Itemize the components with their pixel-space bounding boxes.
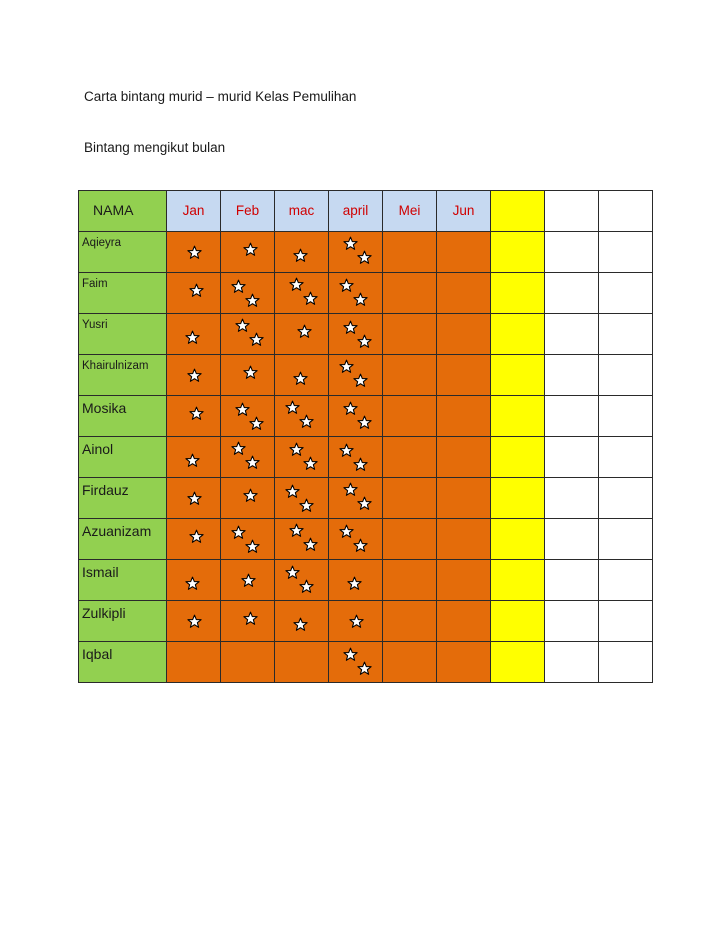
student-name: Khairulnizam xyxy=(82,360,149,372)
star-icon xyxy=(353,373,368,388)
star-icon xyxy=(189,283,204,298)
star-cell-april xyxy=(329,314,383,355)
star-cell-jan xyxy=(167,355,221,396)
extra-column-white xyxy=(545,191,599,232)
star-icon xyxy=(189,406,204,421)
star-icon xyxy=(299,498,314,513)
star-chart-table xyxy=(78,190,653,683)
star-cell-jun xyxy=(437,396,491,437)
star-icon xyxy=(187,491,202,506)
star-icon xyxy=(343,320,358,335)
student-name-cell xyxy=(79,642,167,683)
star-icon xyxy=(299,414,314,429)
star-cell-mei xyxy=(383,478,437,519)
star-cell-mac xyxy=(275,478,329,519)
star-cell-april xyxy=(329,396,383,437)
student-row xyxy=(79,642,653,683)
star-cell-feb xyxy=(221,396,275,437)
star-icon xyxy=(357,415,372,430)
extra-column-white xyxy=(599,191,653,232)
extra-cell-yellow xyxy=(491,601,545,642)
star-icon xyxy=(357,334,372,349)
star-cell-jun xyxy=(437,478,491,519)
student-name-cell xyxy=(79,396,167,437)
star-cell-jan xyxy=(167,314,221,355)
month-label: Jan xyxy=(182,203,205,218)
star-cell-jan xyxy=(167,642,221,683)
star-icon xyxy=(185,330,200,345)
star-cell-april xyxy=(329,273,383,314)
student-name: Firdauz xyxy=(82,482,129,498)
star-cell-mei xyxy=(383,437,437,478)
month-header-feb xyxy=(221,191,275,232)
star-cell-feb xyxy=(221,478,275,519)
extra-cell-yellow xyxy=(491,232,545,273)
star-cell-feb xyxy=(221,273,275,314)
star-icon xyxy=(343,236,358,251)
star-icon xyxy=(231,441,246,456)
star-icon xyxy=(285,565,300,580)
extra-cell-white xyxy=(545,601,599,642)
extra-cell-white xyxy=(599,519,653,560)
star-cell-feb xyxy=(221,519,275,560)
star-cell-mac xyxy=(275,232,329,273)
extra-cell-white xyxy=(545,273,599,314)
student-name: Faim xyxy=(82,278,108,290)
star-cell-mac xyxy=(275,273,329,314)
star-cell-april xyxy=(329,355,383,396)
star-cell-jun xyxy=(437,273,491,314)
star-icon xyxy=(245,539,260,554)
star-icon xyxy=(353,292,368,307)
extra-cell-white xyxy=(599,232,653,273)
star-icon xyxy=(349,614,364,629)
extra-cell-yellow xyxy=(491,437,545,478)
star-cell-jan xyxy=(167,601,221,642)
star-icon xyxy=(243,611,258,626)
month-header-april xyxy=(329,191,383,232)
star-cell-mei xyxy=(383,396,437,437)
student-name-cell xyxy=(79,478,167,519)
extra-cell-white xyxy=(545,232,599,273)
month-label: april xyxy=(342,203,369,218)
star-icon xyxy=(353,538,368,553)
header-row xyxy=(79,191,653,232)
star-cell-feb xyxy=(221,232,275,273)
star-icon xyxy=(243,242,258,257)
student-name: Ismail xyxy=(82,564,119,580)
star-cell-jun xyxy=(437,560,491,601)
student-name-cell xyxy=(79,560,167,601)
star-cell-mac xyxy=(275,355,329,396)
student-row xyxy=(79,601,653,642)
star-cell-jan xyxy=(167,560,221,601)
extra-cell-white xyxy=(545,642,599,683)
student-name: Azuanizam xyxy=(82,523,152,539)
star-cell-mac xyxy=(275,601,329,642)
student-row xyxy=(79,273,653,314)
student-name-cell xyxy=(79,273,167,314)
extra-cell-white xyxy=(545,396,599,437)
extra-cell-white xyxy=(599,478,653,519)
star-cell-mei xyxy=(383,273,437,314)
star-cell-feb xyxy=(221,560,275,601)
student-name: Mosika xyxy=(82,400,127,416)
star-icon xyxy=(303,456,318,471)
star-icon xyxy=(339,359,354,374)
star-icon xyxy=(289,523,304,538)
star-cell-jun xyxy=(437,642,491,683)
extra-cell-white xyxy=(545,314,599,355)
extra-cell-white xyxy=(545,437,599,478)
star-cell-mei xyxy=(383,560,437,601)
star-cell-feb xyxy=(221,314,275,355)
star-cell-mei xyxy=(383,519,437,560)
star-cell-jan xyxy=(167,396,221,437)
star-icon xyxy=(343,401,358,416)
extra-cell-white xyxy=(599,273,653,314)
month-label: Mei xyxy=(398,203,421,218)
student-name-cell xyxy=(79,314,167,355)
extra-cell-yellow xyxy=(491,642,545,683)
star-icon xyxy=(293,371,308,386)
star-icon xyxy=(357,496,372,511)
month-header-mac xyxy=(275,191,329,232)
star-cell-feb xyxy=(221,642,275,683)
extra-cell-yellow xyxy=(491,314,545,355)
star-icon xyxy=(241,573,256,588)
star-cell-jan xyxy=(167,273,221,314)
star-icon xyxy=(357,661,372,676)
student-name-cell xyxy=(79,601,167,642)
star-icon xyxy=(187,245,202,260)
star-icon xyxy=(285,484,300,499)
extra-cell-white xyxy=(599,601,653,642)
student-name-cell xyxy=(79,437,167,478)
student-row xyxy=(79,478,653,519)
star-cell-april xyxy=(329,519,383,560)
extra-cell-white xyxy=(545,478,599,519)
month-header-mei xyxy=(383,191,437,232)
student-row xyxy=(79,519,653,560)
star-cell-mei xyxy=(383,232,437,273)
star-cell-april xyxy=(329,232,383,273)
star-cell-april xyxy=(329,560,383,601)
extra-cell-white xyxy=(545,519,599,560)
star-icon xyxy=(187,614,202,629)
star-cell-feb xyxy=(221,601,275,642)
star-icon xyxy=(303,291,318,306)
star-icon xyxy=(297,324,312,339)
extra-cell-white xyxy=(599,396,653,437)
star-icon xyxy=(347,576,362,591)
star-cell-feb xyxy=(221,437,275,478)
extra-cell-yellow xyxy=(491,273,545,314)
student-name: Ainol xyxy=(82,441,114,457)
star-icon xyxy=(289,277,304,292)
star-icon xyxy=(343,647,358,662)
star-cell-jan xyxy=(167,232,221,273)
student-name: Aqieyra xyxy=(82,237,121,249)
student-name: Yusri xyxy=(82,319,108,331)
star-cell-mac xyxy=(275,314,329,355)
star-cell-jun xyxy=(437,519,491,560)
month-label: mac xyxy=(288,203,315,218)
star-cell-april xyxy=(329,437,383,478)
star-icon xyxy=(353,457,368,472)
star-cell-mei xyxy=(383,601,437,642)
star-icon xyxy=(235,318,250,333)
star-icon xyxy=(299,579,314,594)
star-cell-mac xyxy=(275,519,329,560)
star-icon xyxy=(231,525,246,540)
name-header: NAMA xyxy=(93,202,134,218)
star-icon xyxy=(285,400,300,415)
star-icon xyxy=(187,368,202,383)
chart-subtitle: Bintang mengikut bulan xyxy=(84,140,226,155)
extra-cell-white xyxy=(545,560,599,601)
star-icon xyxy=(357,250,372,265)
star-icon xyxy=(185,453,200,468)
star-icon xyxy=(339,278,354,293)
chart-title: Carta bintang murid – murid Kelas Pemulihan xyxy=(84,89,357,104)
star-icon xyxy=(289,442,304,457)
star-cell-jun xyxy=(437,314,491,355)
star-icon xyxy=(303,537,318,552)
star-icon xyxy=(339,443,354,458)
star-cell-mac xyxy=(275,642,329,683)
star-icon xyxy=(189,529,204,544)
student-name-cell xyxy=(79,355,167,396)
star-icon xyxy=(249,332,264,347)
name-header-cell xyxy=(79,191,167,232)
star-cell-mei xyxy=(383,642,437,683)
student-name-cell xyxy=(79,519,167,560)
student-row xyxy=(79,437,653,478)
star-cell-jun xyxy=(437,232,491,273)
star-icon xyxy=(293,248,308,263)
extra-cell-yellow xyxy=(491,355,545,396)
star-cell-april xyxy=(329,478,383,519)
extra-cell-white xyxy=(599,642,653,683)
month-label: Jun xyxy=(452,203,475,218)
student-row xyxy=(79,396,653,437)
extra-cell-white xyxy=(545,355,599,396)
extra-cell-white xyxy=(599,314,653,355)
star-icon xyxy=(185,576,200,591)
student-row xyxy=(79,560,653,601)
star-cell-jan xyxy=(167,519,221,560)
month-header-jan xyxy=(167,191,221,232)
extra-cell-white xyxy=(599,560,653,601)
star-cell-mac xyxy=(275,560,329,601)
star-icon xyxy=(245,293,260,308)
extra-column-yellow xyxy=(491,191,545,232)
student-row xyxy=(79,314,653,355)
student-name: Iqbal xyxy=(82,646,113,662)
extra-cell-white xyxy=(599,437,653,478)
star-icon xyxy=(249,416,264,431)
month-label: Feb xyxy=(235,203,260,218)
star-icon xyxy=(245,455,260,470)
star-cell-jun xyxy=(437,355,491,396)
extra-cell-white xyxy=(599,355,653,396)
student-row xyxy=(79,232,653,273)
extra-cell-yellow xyxy=(491,560,545,601)
star-cell-mei xyxy=(383,355,437,396)
extra-cell-yellow xyxy=(491,478,545,519)
extra-cell-yellow xyxy=(491,519,545,560)
star-cell-jan xyxy=(167,478,221,519)
student-row xyxy=(79,355,653,396)
star-icon xyxy=(339,524,354,539)
star-cell-mei xyxy=(383,314,437,355)
star-cell-mac xyxy=(275,437,329,478)
star-icon xyxy=(243,365,258,380)
star-cell-feb xyxy=(221,355,275,396)
student-name-cell xyxy=(79,232,167,273)
month-header-jun xyxy=(437,191,491,232)
extra-cell-yellow xyxy=(491,396,545,437)
star-icon xyxy=(231,279,246,294)
star-cell-jan xyxy=(167,437,221,478)
star-icon xyxy=(243,488,258,503)
star-icon xyxy=(293,617,308,632)
star-cell-jun xyxy=(437,437,491,478)
star-icon xyxy=(343,482,358,497)
star-icon xyxy=(235,402,250,417)
star-cell-jun xyxy=(437,601,491,642)
star-cell-april xyxy=(329,601,383,642)
star-cell-april xyxy=(329,642,383,683)
star-cell-mac xyxy=(275,396,329,437)
student-name: Zulkipli xyxy=(82,605,126,621)
